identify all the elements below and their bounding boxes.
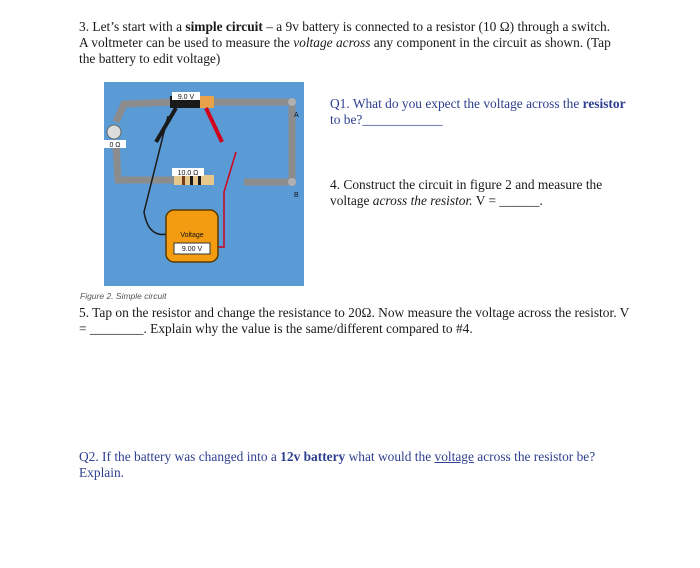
node-a-point xyxy=(288,98,296,106)
q3-italic: voltage across xyxy=(293,35,371,50)
q4-italic: across the resistor. xyxy=(372,193,473,208)
q4-text: 4. Construct the circuit in figure 2 and measure the voltage xyxy=(330,177,603,208)
q1-blank[interactable]: ____________ xyxy=(362,112,443,127)
node-b-point xyxy=(288,178,296,186)
q2-bold: 12v battery xyxy=(280,449,346,464)
question-5: 5. Tap on the resistor and change the resistance to 20Ω. Now measure the voltage across the resistor. V = ________. Explain why the value is the same/different compared to #4. xyxy=(79,305,630,336)
node-a-label: A xyxy=(294,112,299,119)
q2-lead: Q2. If the battery was changed into a xyxy=(79,449,281,464)
resistor-label: 10.0 Ω xyxy=(177,170,199,177)
q2-mid: what would the xyxy=(345,449,435,464)
q3-rest1: – a 9v battery is connected to a resistor (10 Ω) through a switch. A voltmeter can be used to measure the xyxy=(79,19,611,50)
q3-rest2: any component in the circuit as shown. (Tap the battery to edit voltage) xyxy=(79,35,611,66)
q2-link[interactable]: voltage xyxy=(434,449,474,464)
q1-bold: resistor xyxy=(582,96,626,111)
bulb-icon[interactable] xyxy=(107,125,121,139)
battery-terminal xyxy=(200,96,214,108)
bulb-label: 0 Ω xyxy=(109,142,121,149)
resistor-band-3 xyxy=(198,175,201,185)
battery-label: 9.0 V xyxy=(177,94,195,101)
q3-bold: simple circuit xyxy=(185,19,263,34)
q3-lead: 3. Let’s start with a xyxy=(79,19,186,34)
question-q2 xyxy=(79,449,639,481)
question-3 xyxy=(79,19,619,67)
voltmeter-title: Voltage xyxy=(180,232,204,239)
circuit-diagram xyxy=(104,82,304,286)
voltmeter-value: 9.00 V xyxy=(181,246,203,253)
question-4 xyxy=(330,177,630,209)
q1-text: Q1. What do you expect the voltage across the xyxy=(330,96,583,111)
q4-tail[interactable]: V = ______. xyxy=(472,193,543,208)
figure-caption: Figure 2. Simple circuit xyxy=(80,291,167,301)
q1-tail: to be? xyxy=(330,112,363,127)
q2-tail: across the resistor be? Explain. xyxy=(79,449,596,480)
circuit-figure xyxy=(104,82,304,286)
question-q1 xyxy=(330,96,630,128)
node-b-label: B xyxy=(294,192,299,199)
